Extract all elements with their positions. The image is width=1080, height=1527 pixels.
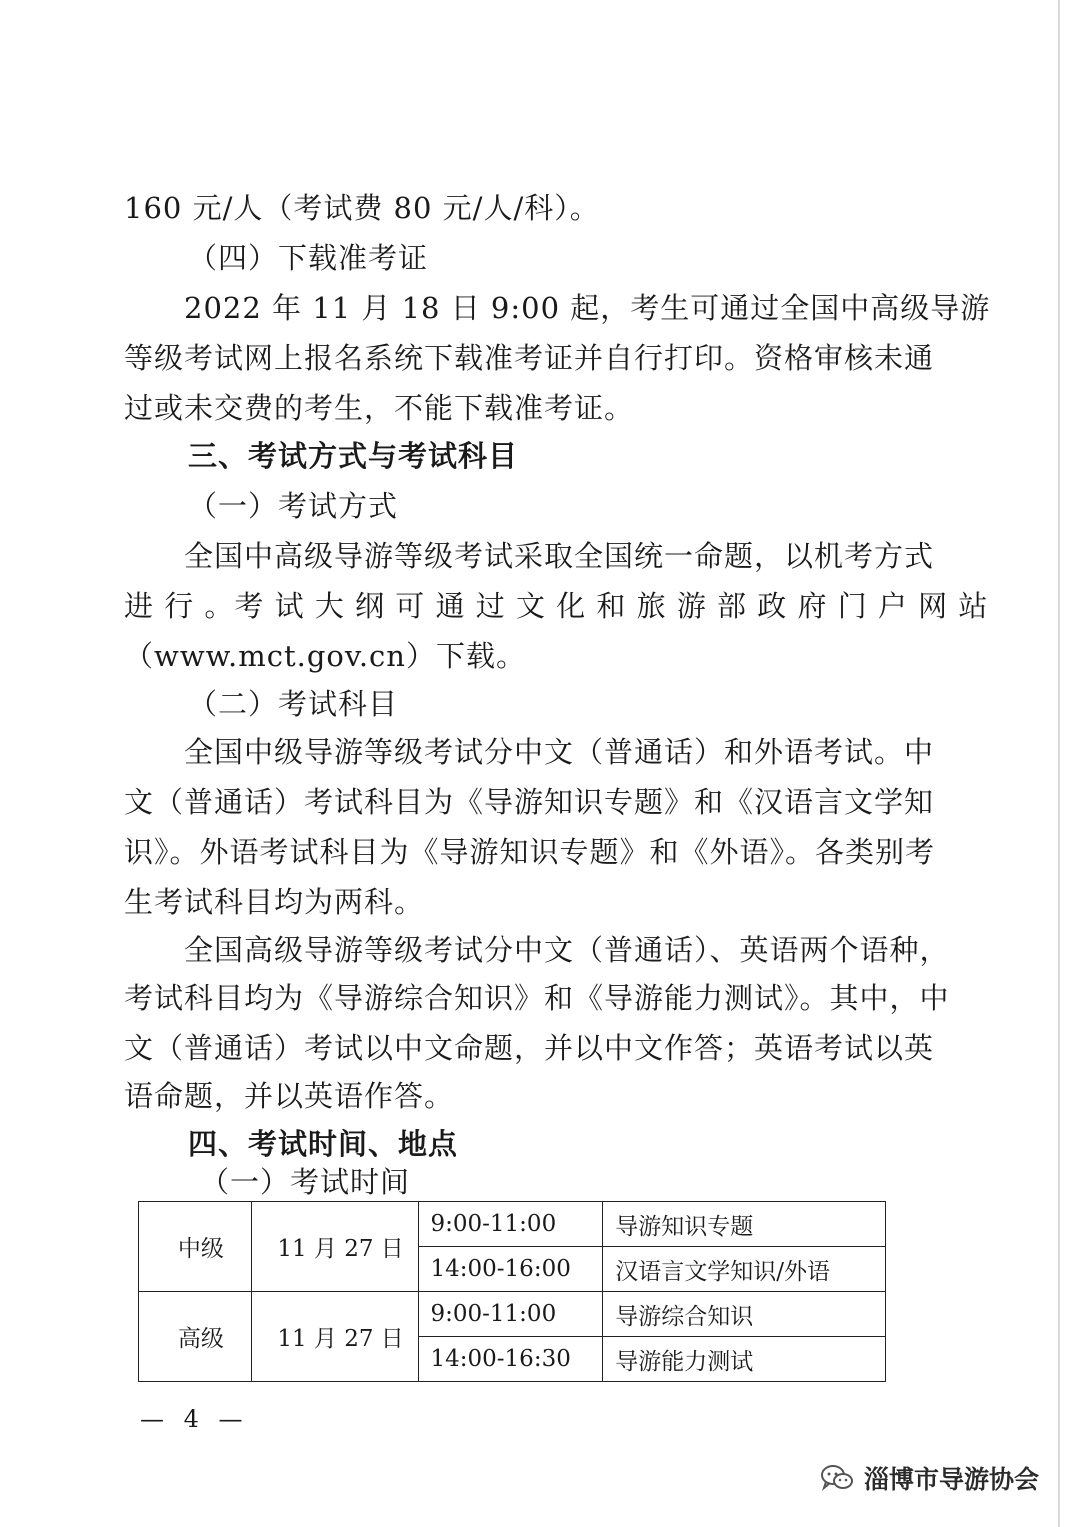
time-cell: 9:00-11:00 <box>418 1202 603 1247</box>
table-row <box>139 1292 886 1337</box>
subject-cell: 导游知识专题 <box>603 1202 886 1247</box>
subheading-exam-time: （一）考试时间 <box>200 1165 411 1199</box>
page-number: — 4 — <box>140 1405 249 1433</box>
level-cell: 高级 <box>139 1292 252 1382</box>
body-line: 识》。外语考试科目为《导游知识专题》和《外语》。各类别考 <box>124 835 936 869</box>
body-line: 生考试科目均为两科。 <box>124 885 425 919</box>
body-line: 文（普通话）考试以中文命题，并以中文作答；英语考试以英 <box>124 1031 935 1065</box>
body-line: 进 行 。考 试 大 纲 可 通 过 文 化 和 旅 游 部 政 府 门 户 网 站 <box>124 589 989 623</box>
account-watermark <box>820 1460 1039 1496</box>
subject-cell: 汉语言文学知识/外语 <box>603 1247 886 1292</box>
body-line: 2022 年 11 月 18 日 9:00 起，考生可通过全国中高级导游 <box>184 291 991 325</box>
body-line: 考试科目均为《导游综合知识》和《导游能力测试》。其中，中 <box>124 981 950 1015</box>
watermark-text: 淄博市导游协会 <box>864 1465 1040 1494</box>
body-line: 语命题，并以英语作答。 <box>124 1079 455 1113</box>
date-cell: 11 月 27 日 <box>251 1292 418 1382</box>
exam-schedule-table <box>138 1201 886 1382</box>
body-line: 全国中高级导游等级考试采取全国统一命题，以机考方式 <box>184 539 935 573</box>
subject-cell: 导游能力测试 <box>603 1337 886 1382</box>
table-row <box>139 1202 886 1247</box>
subheading-exam-subjects: （二）考试科目 <box>188 687 399 721</box>
section-heading-3: 三、考试方式与考试科目 <box>188 439 519 473</box>
level-cell: 中级 <box>139 1202 252 1292</box>
subject-cell: 导游综合知识 <box>603 1292 886 1337</box>
body-line: （www.mct.gov.cn）下载。 <box>124 639 526 673</box>
body-line: 全国中级导游等级考试分中文（普通话）和外语考试。中 <box>184 735 935 769</box>
time-cell: 14:00-16:00 <box>418 1247 603 1292</box>
wechat-icon <box>820 1463 854 1493</box>
date-cell: 11 月 27 日 <box>251 1202 418 1292</box>
subheading-exam-method: （一）考试方式 <box>188 489 399 523</box>
body-line: 等级考试网上报名系统下载准考证并自行打印。资格审核未通 <box>124 341 935 375</box>
page-edge <box>1058 0 1060 1527</box>
body-line: 全国高级导游等级考试分中文（普通话）、英语两个语种， <box>184 933 950 967</box>
section-heading-4: 四、考试时间、地点 <box>188 1127 459 1161</box>
body-line: 文（普通话）考试科目为《导游知识专题》和《汉语言文学知 <box>124 785 935 819</box>
body-line: 160 元/人（考试费 80 元/人/科）。 <box>124 191 600 225</box>
time-cell: 14:00-16:30 <box>418 1337 603 1382</box>
subheading-download-ticket: （四）下载准考证 <box>188 241 429 275</box>
body-line: 过或未交费的考生，不能下载准考证。 <box>124 391 635 425</box>
time-cell: 9:00-11:00 <box>418 1292 603 1337</box>
